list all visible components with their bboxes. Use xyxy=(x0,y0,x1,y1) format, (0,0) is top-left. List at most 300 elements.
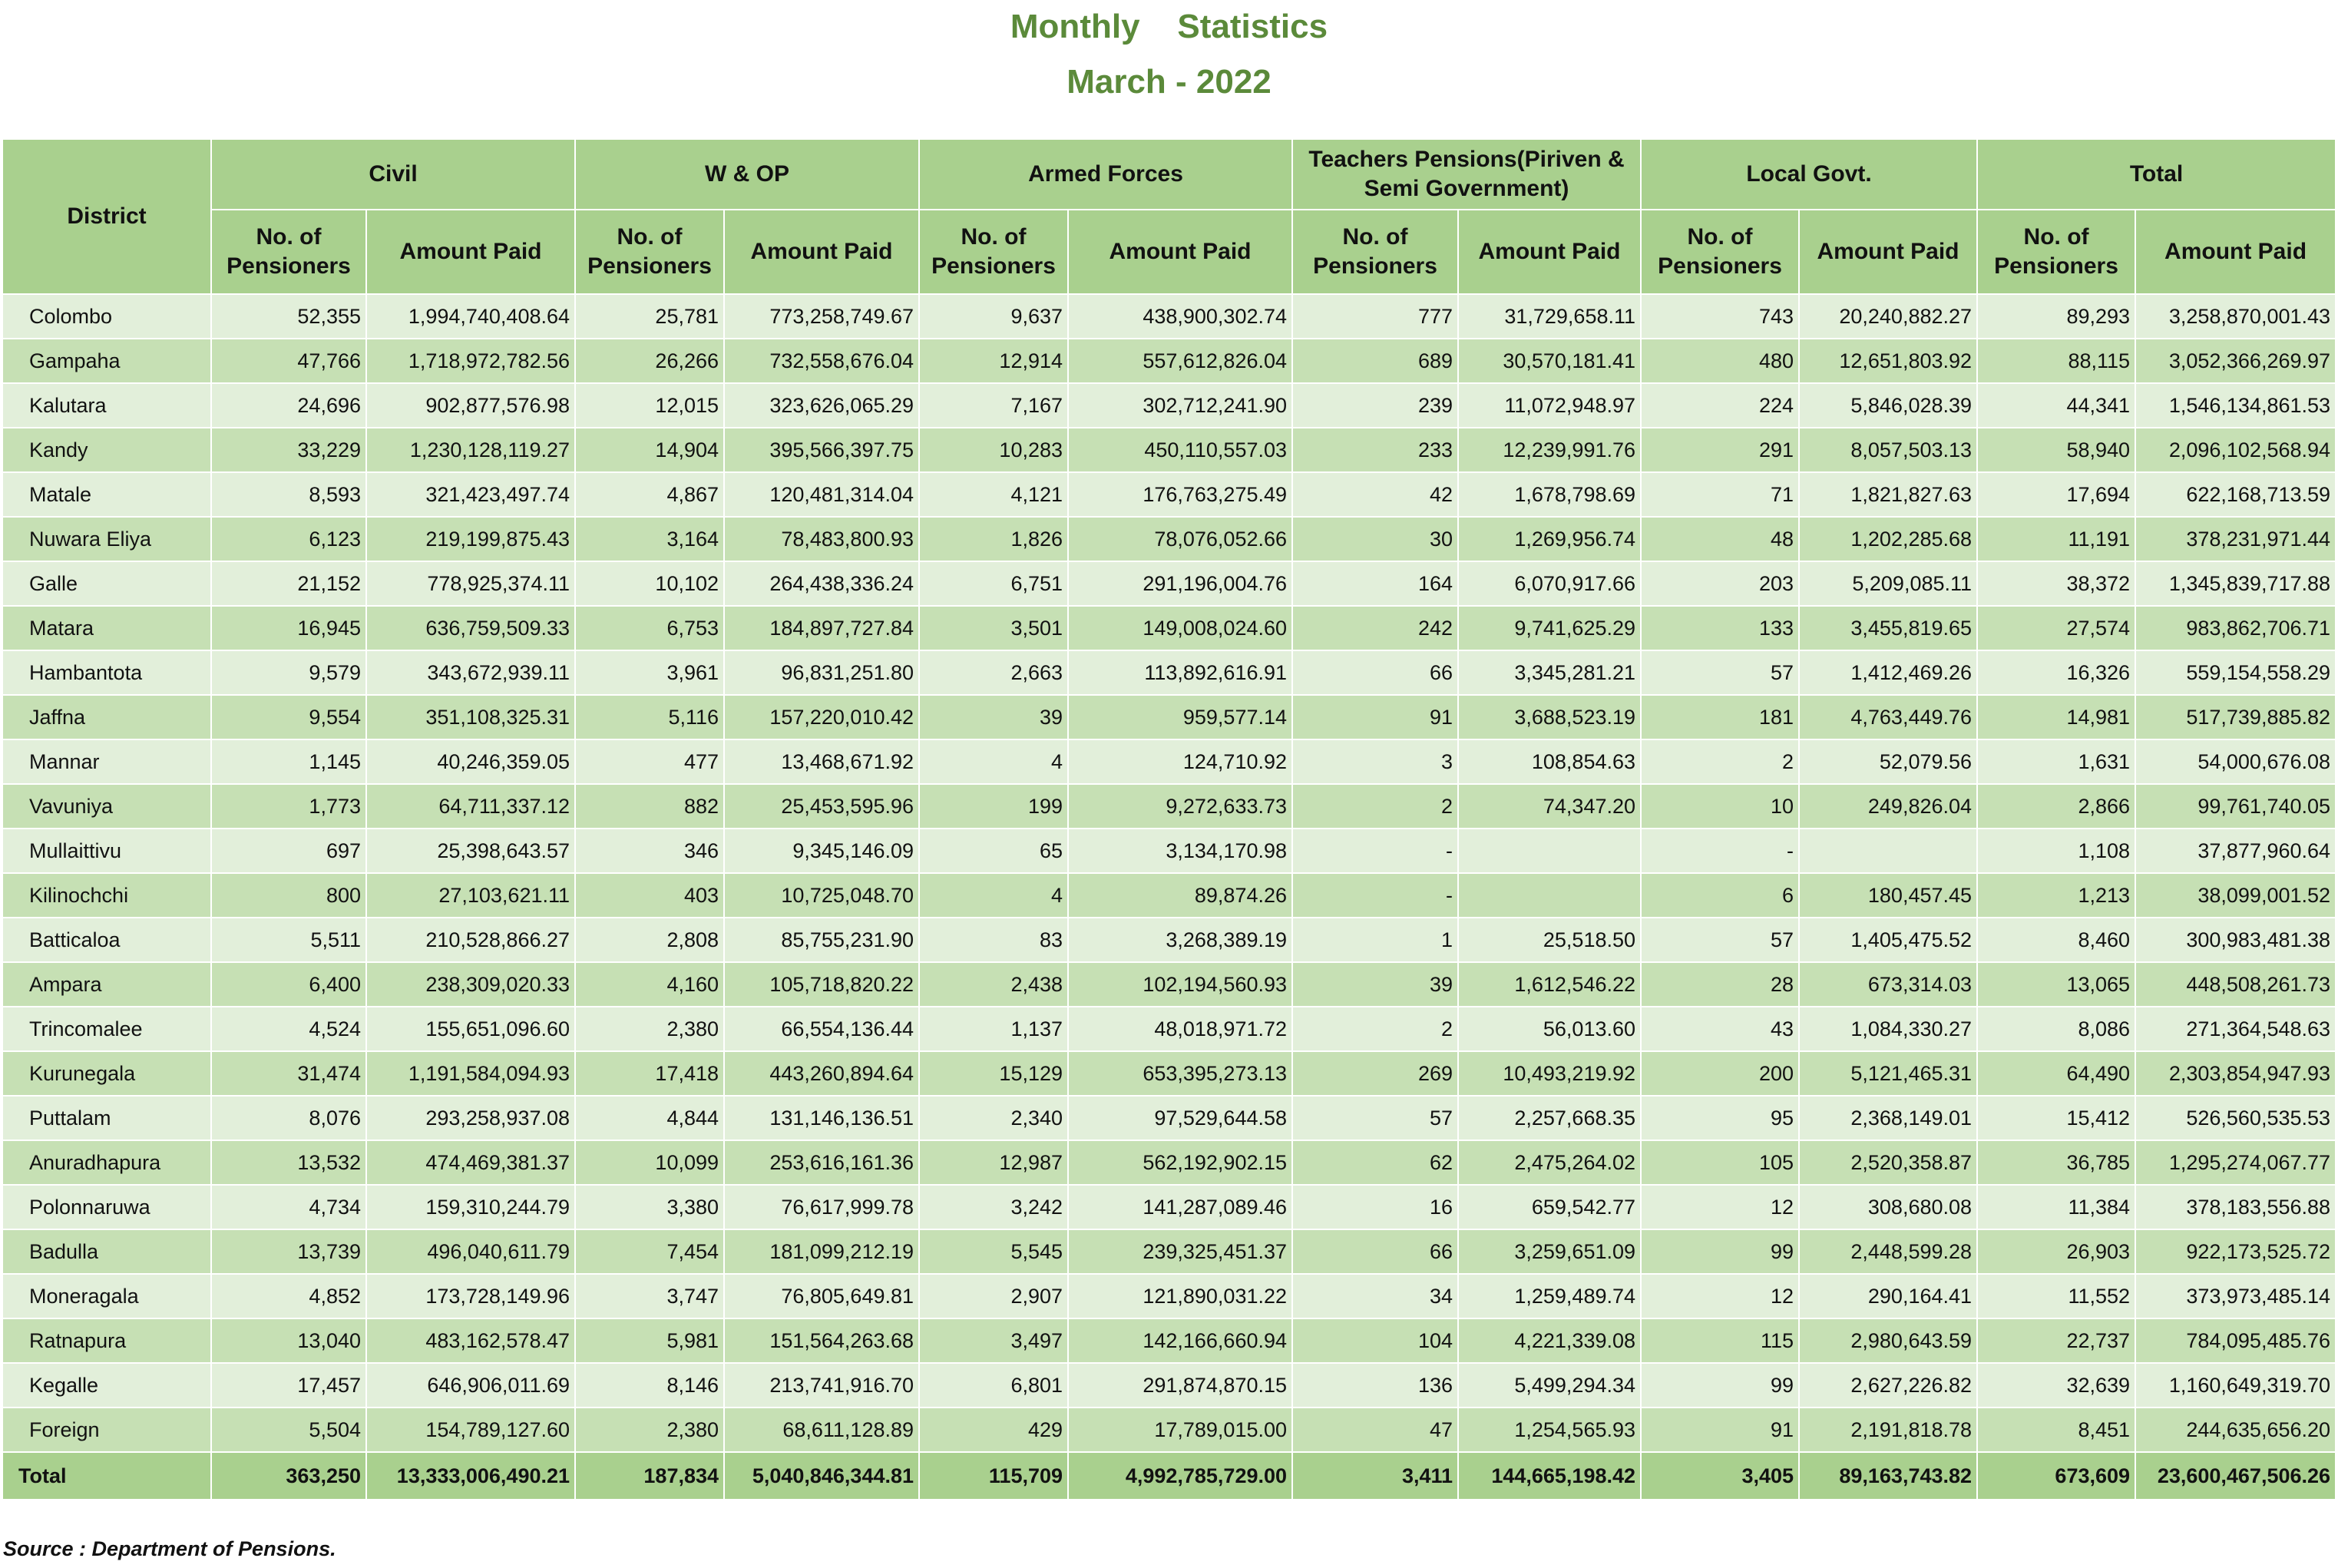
pensioner-count-cell: 12 xyxy=(1641,1274,1799,1318)
district-cell: Galle xyxy=(2,561,211,606)
pensioner-count-cell: 1,137 xyxy=(919,1007,1068,1051)
total-row xyxy=(2,1452,2336,1500)
pensioner-count-cell: 1 xyxy=(1292,918,1458,962)
amount-paid-cell: 351,108,325.31 xyxy=(366,695,575,739)
pensioner-count-cell: 99 xyxy=(1641,1229,1799,1274)
amount-paid-cell: 96,831,251.80 xyxy=(724,650,919,695)
amount-paid-cell: 1,718,972,782.56 xyxy=(366,339,575,383)
district-cell: Kalutara xyxy=(2,383,211,428)
amount-paid-cell: 450,110,557.03 xyxy=(1068,428,1292,472)
pensioner-count-cell: 4,160 xyxy=(575,962,724,1007)
pensioner-count-cell: 14,904 xyxy=(575,428,724,472)
pensioner-count-cell: 4,734 xyxy=(211,1185,366,1229)
district-cell: Gampaha xyxy=(2,339,211,383)
pensioner-count-cell: 17,418 xyxy=(575,1051,724,1096)
amount-paid-cell: 300,983,481.38 xyxy=(2135,918,2336,962)
pensioner-count-cell: 33,229 xyxy=(211,428,366,472)
pensioner-count-cell: 26,903 xyxy=(1977,1229,2135,1274)
amount-paid-cell: 3,455,819.65 xyxy=(1799,606,1977,650)
amount-paid-cell: 2,191,818.78 xyxy=(1799,1408,1977,1452)
district-cell: Foreign xyxy=(2,1408,211,1452)
pensioner-count-cell: 58,940 xyxy=(1977,428,2135,472)
pensioner-count-cell: 3,405 xyxy=(1641,1452,1799,1500)
amount-paid-cell: 264,438,336.24 xyxy=(724,561,919,606)
pensioner-count-cell: 5,511 xyxy=(211,918,366,962)
pensioner-count-cell: 743 xyxy=(1641,294,1799,339)
pensioner-count-cell: 39 xyxy=(919,695,1068,739)
amount-paid-cell: 5,121,465.31 xyxy=(1799,1051,1977,1096)
pensioner-count-cell: 136 xyxy=(1292,1363,1458,1408)
table-row xyxy=(2,1274,2336,1318)
amount-paid-cell: 40,246,359.05 xyxy=(366,739,575,784)
pensioner-count-cell: 181 xyxy=(1641,695,1799,739)
table-row xyxy=(2,1051,2336,1096)
amount-paid-cell: 89,874.26 xyxy=(1068,873,1292,918)
amount-paid-cell: 2,368,149.01 xyxy=(1799,1096,1977,1140)
district-cell: Puttalam xyxy=(2,1096,211,1140)
amount-paid-cell: 38,099,001.52 xyxy=(2135,873,2336,918)
amount-paid-cell: 13,468,671.92 xyxy=(724,739,919,784)
pensioner-count-cell: 1,145 xyxy=(211,739,366,784)
pensioner-count-cell: 1,773 xyxy=(211,784,366,829)
amount-paid-cell: 64,711,337.12 xyxy=(366,784,575,829)
amount-paid-cell: 85,755,231.90 xyxy=(724,918,919,962)
pensioner-count-cell: 1,213 xyxy=(1977,873,2135,918)
pensioner-count-cell: 480 xyxy=(1641,339,1799,383)
pensioner-count-cell: 3,164 xyxy=(575,517,724,561)
amount-paid-cell: 526,560,535.53 xyxy=(2135,1096,2336,1140)
amount-paid-cell: 4,763,449.76 xyxy=(1799,695,1977,739)
district-cell: Jaffna xyxy=(2,695,211,739)
table-row xyxy=(2,739,2336,784)
district-cell: Kegalle xyxy=(2,1363,211,1408)
pensioner-count-cell: 4,121 xyxy=(919,472,1068,517)
pensioner-count-cell: 4 xyxy=(919,873,1068,918)
pensioner-count-cell: 6,123 xyxy=(211,517,366,561)
amount-paid-cell: 1,994,740,408.64 xyxy=(366,294,575,339)
amount-paid-cell: 1,202,285.68 xyxy=(1799,517,1977,561)
amount-paid-cell: 9,272,633.73 xyxy=(1068,784,1292,829)
pensioner-count-cell: 697 xyxy=(211,829,366,873)
pensioner-count-cell: 91 xyxy=(1641,1408,1799,1452)
amount-paid-cell: 5,040,846,344.81 xyxy=(724,1452,919,1500)
amount-paid-cell: 983,862,706.71 xyxy=(2135,606,2336,650)
pensioner-count-cell: 5,545 xyxy=(919,1229,1068,1274)
pensioner-count-cell: 52,355 xyxy=(211,294,366,339)
pensioner-count-cell: 3,501 xyxy=(919,606,1068,650)
pensioner-count-cell: 200 xyxy=(1641,1051,1799,1096)
table-row xyxy=(2,561,2336,606)
header-district: District xyxy=(2,139,211,294)
amount-paid-cell: 3,052,366,269.97 xyxy=(2135,339,2336,383)
district-cell: Nuwara Eliya xyxy=(2,517,211,561)
header-no-of-pensioners: No. of Pensioners xyxy=(1977,210,2135,294)
district-cell: Total xyxy=(2,1452,211,1500)
amount-paid-cell: 1,678,798.69 xyxy=(1458,472,1641,517)
pensioner-count-cell: 22,737 xyxy=(1977,1318,2135,1363)
pensioner-count-cell: 12,914 xyxy=(919,339,1068,383)
amount-paid-cell: 30,570,181.41 xyxy=(1458,339,1641,383)
table-row xyxy=(2,829,2336,873)
pensioner-count-cell: 7,454 xyxy=(575,1229,724,1274)
amount-paid-cell: 1,084,330.27 xyxy=(1799,1007,1977,1051)
pensioner-count-cell: 7,167 xyxy=(919,383,1068,428)
pensioner-count-cell: 66 xyxy=(1292,650,1458,695)
district-cell: Colombo xyxy=(2,294,211,339)
pensioner-count-cell: 224 xyxy=(1641,383,1799,428)
pensioner-count-cell: 1,108 xyxy=(1977,829,2135,873)
amount-paid-cell: 3,258,870,001.43 xyxy=(2135,294,2336,339)
amount-paid-cell: 562,192,902.15 xyxy=(1068,1140,1292,1185)
pensioner-count-cell: 10,099 xyxy=(575,1140,724,1185)
pensioner-count-cell: 3 xyxy=(1292,739,1458,784)
amount-paid-cell: 732,558,676.04 xyxy=(724,339,919,383)
amount-paid-cell: 959,577.14 xyxy=(1068,695,1292,739)
amount-paid-cell: 784,095,485.76 xyxy=(2135,1318,2336,1363)
pensioner-count-cell: 291 xyxy=(1641,428,1799,472)
pensioner-count-cell: 800 xyxy=(211,873,366,918)
district-cell: Vavuniya xyxy=(2,784,211,829)
amount-paid-cell: 124,710.92 xyxy=(1068,739,1292,784)
amount-paid-cell: 10,493,219.92 xyxy=(1458,1051,1641,1096)
amount-paid-cell: 1,160,649,319.70 xyxy=(2135,1363,2336,1408)
header-no-of-pensioners: No. of Pensioners xyxy=(211,210,366,294)
district-cell: Kilinochchi xyxy=(2,873,211,918)
header-amount-paid: Amount Paid xyxy=(1068,210,1292,294)
amount-paid-cell: 142,166,660.94 xyxy=(1068,1318,1292,1363)
pensioner-count-cell: 11,191 xyxy=(1977,517,2135,561)
district-cell: Batticaloa xyxy=(2,918,211,962)
pensioner-count-cell: 91 xyxy=(1292,695,1458,739)
amount-paid-cell: 76,805,649.81 xyxy=(724,1274,919,1318)
amount-paid-cell: 323,626,065.29 xyxy=(724,383,919,428)
amount-paid-cell: 1,269,956.74 xyxy=(1458,517,1641,561)
amount-paid-cell: 121,890,031.22 xyxy=(1068,1274,1292,1318)
pensioner-count-cell: 4 xyxy=(919,739,1068,784)
table-row xyxy=(2,1096,2336,1140)
district-cell: Hambantota xyxy=(2,650,211,695)
amount-paid-cell: 3,268,389.19 xyxy=(1068,918,1292,962)
amount-paid-cell: 151,564,263.68 xyxy=(724,1318,919,1363)
table-row xyxy=(2,1007,2336,1051)
amount-paid-cell: 249,826.04 xyxy=(1799,784,1977,829)
amount-paid-cell: 559,154,558.29 xyxy=(2135,650,2336,695)
amount-paid-cell: 378,183,556.88 xyxy=(2135,1185,2336,1229)
header-group-civil: Civil xyxy=(211,139,575,210)
amount-paid-cell: 54,000,676.08 xyxy=(2135,739,2336,784)
pensioner-count-cell: 403 xyxy=(575,873,724,918)
pensioner-count-cell: 2 xyxy=(1641,739,1799,784)
pensioner-count-cell: 477 xyxy=(575,739,724,784)
amount-paid-cell: 25,453,595.96 xyxy=(724,784,919,829)
pensioner-count-cell: 28 xyxy=(1641,962,1799,1007)
header-no-of-pensioners: No. of Pensioners xyxy=(1641,210,1799,294)
table-body xyxy=(2,294,2336,1500)
pensioner-count-cell: 12 xyxy=(1641,1185,1799,1229)
table-row xyxy=(2,294,2336,339)
header-no-of-pensioners: No. of Pensioners xyxy=(575,210,724,294)
pensioner-count-cell: 16,945 xyxy=(211,606,366,650)
pensioner-count-cell: 36,785 xyxy=(1977,1140,2135,1185)
amount-paid-cell: 291,874,870.15 xyxy=(1068,1363,1292,1408)
district-cell: Matale xyxy=(2,472,211,517)
amount-paid-cell: 373,973,485.14 xyxy=(2135,1274,2336,1318)
pensioner-count-cell: 2,380 xyxy=(575,1007,724,1051)
amount-paid-cell: 105,718,820.22 xyxy=(724,962,919,1007)
pensioner-count-cell: 13,532 xyxy=(211,1140,366,1185)
amount-paid-cell: 9,345,146.09 xyxy=(724,829,919,873)
pensioner-count-cell: - xyxy=(1292,829,1458,873)
pensioner-count-cell: 5,504 xyxy=(211,1408,366,1452)
table-row xyxy=(2,1185,2336,1229)
amount-paid-cell: 1,230,128,119.27 xyxy=(366,428,575,472)
pensioner-count-cell: 429 xyxy=(919,1408,1068,1452)
amount-paid-cell: 4,221,339.08 xyxy=(1458,1318,1641,1363)
pensioner-count-cell: 2,808 xyxy=(575,918,724,962)
amount-paid-cell: 448,508,261.73 xyxy=(2135,962,2336,1007)
pensioner-count-cell: 3,497 xyxy=(919,1318,1068,1363)
district-cell: Kurunegala xyxy=(2,1051,211,1096)
pensioner-count-cell: 13,040 xyxy=(211,1318,366,1363)
district-cell: Ampara xyxy=(2,962,211,1007)
amount-paid-cell: 636,759,509.33 xyxy=(366,606,575,650)
amount-paid-cell: 155,651,096.60 xyxy=(366,1007,575,1051)
amount-paid-cell: 108,854.63 xyxy=(1458,739,1641,784)
pensioner-count-cell: - xyxy=(1292,873,1458,918)
amount-paid-cell: 159,310,244.79 xyxy=(366,1185,575,1229)
pensioner-count-cell: 1,631 xyxy=(1977,739,2135,784)
pensioner-count-cell: 8,076 xyxy=(211,1096,366,1140)
amount-paid-cell: 1,546,134,861.53 xyxy=(2135,383,2336,428)
table-row xyxy=(2,606,2336,650)
header-amount-paid: Amount Paid xyxy=(366,210,575,294)
amount-paid-cell: 443,260,894.64 xyxy=(724,1051,919,1096)
pensioner-count-cell: 2,866 xyxy=(1977,784,2135,829)
amount-paid-cell: 517,739,885.82 xyxy=(2135,695,2336,739)
amount-paid-cell: 11,072,948.97 xyxy=(1458,383,1641,428)
table-row xyxy=(2,472,2336,517)
amount-paid-cell: 902,877,576.98 xyxy=(366,383,575,428)
amount-paid-cell: 646,906,011.69 xyxy=(366,1363,575,1408)
amount-paid-cell: 20,240,882.27 xyxy=(1799,294,1977,339)
amount-paid-cell: 438,900,302.74 xyxy=(1068,294,1292,339)
amount-paid-cell: 12,239,991.76 xyxy=(1458,428,1641,472)
pensioner-count-cell: 16 xyxy=(1292,1185,1458,1229)
pensioner-count-cell: 15,412 xyxy=(1977,1096,2135,1140)
district-cell: Polonnaruwa xyxy=(2,1185,211,1229)
amount-paid-cell: 291,196,004.76 xyxy=(1068,561,1292,606)
amount-paid-cell: 1,295,274,067.77 xyxy=(2135,1140,2336,1185)
pensioner-count-cell: 66 xyxy=(1292,1229,1458,1274)
amount-paid-cell: 395,566,397.75 xyxy=(724,428,919,472)
pensioner-count-cell: 13,739 xyxy=(211,1229,366,1274)
pensioner-count-cell: 32,639 xyxy=(1977,1363,2135,1408)
pensioner-count-cell: 3,961 xyxy=(575,650,724,695)
amount-paid-cell: 673,314.03 xyxy=(1799,962,1977,1007)
pensioner-count-cell: 15,129 xyxy=(919,1051,1068,1096)
pensioner-count-cell: 9,579 xyxy=(211,650,366,695)
table-row xyxy=(2,339,2336,383)
amount-paid-cell: 2,257,668.35 xyxy=(1458,1096,1641,1140)
amount-paid-cell: 378,231,971.44 xyxy=(2135,517,2336,561)
amount-paid-cell: 622,168,713.59 xyxy=(2135,472,2336,517)
pensioner-count-cell: 47,766 xyxy=(211,339,366,383)
amount-paid-cell: 76,617,999.78 xyxy=(724,1185,919,1229)
amount-paid-cell: 2,980,643.59 xyxy=(1799,1318,1977,1363)
amount-paid-cell: 99,761,740.05 xyxy=(2135,784,2336,829)
pensioner-count-cell: 2,438 xyxy=(919,962,1068,1007)
pensioner-count-cell: 83 xyxy=(919,918,1068,962)
amount-paid-cell: 1,612,546.22 xyxy=(1458,962,1641,1007)
header-no-of-pensioners: No. of Pensioners xyxy=(1292,210,1458,294)
amount-paid-cell: 149,008,024.60 xyxy=(1068,606,1292,650)
pensioner-count-cell: 199 xyxy=(919,784,1068,829)
amount-paid-cell: 78,076,052.66 xyxy=(1068,517,1292,561)
amount-paid-cell: 653,395,273.13 xyxy=(1068,1051,1292,1096)
pensioner-count-cell: 21,152 xyxy=(211,561,366,606)
amount-paid-cell: 293,258,937.08 xyxy=(366,1096,575,1140)
pensioner-count-cell: 99 xyxy=(1641,1363,1799,1408)
amount-paid-cell: 244,635,656.20 xyxy=(2135,1408,2336,1452)
table-row xyxy=(2,695,2336,739)
pensioner-count-cell: 239 xyxy=(1292,383,1458,428)
amount-paid-cell: 2,448,599.28 xyxy=(1799,1229,1977,1274)
amount-paid-cell: 308,680.08 xyxy=(1799,1185,1977,1229)
pensioner-count-cell: 8,460 xyxy=(1977,918,2135,962)
pensioner-count-cell: 164 xyxy=(1292,561,1458,606)
pensioner-count-cell: 1,826 xyxy=(919,517,1068,561)
district-cell: Anuradhapura xyxy=(2,1140,211,1185)
amount-paid-cell: 23,600,467,506.26 xyxy=(2135,1452,2336,1500)
pensioner-count-cell: 64,490 xyxy=(1977,1051,2135,1096)
pensioner-count-cell: 2,380 xyxy=(575,1408,724,1452)
amount-paid-cell: 343,672,939.11 xyxy=(366,650,575,695)
amount-paid-cell: 474,469,381.37 xyxy=(366,1140,575,1185)
amount-paid-cell: 2,303,854,947.93 xyxy=(2135,1051,2336,1096)
pensioner-count-cell: 57 xyxy=(1641,650,1799,695)
pensioner-count-cell: 346 xyxy=(575,829,724,873)
district-cell: Mannar xyxy=(2,739,211,784)
amount-paid-cell: 238,309,020.33 xyxy=(366,962,575,1007)
pensioner-count-cell: 233 xyxy=(1292,428,1458,472)
amount-paid-cell: 180,457.45 xyxy=(1799,873,1977,918)
table-row xyxy=(2,383,2336,428)
pension-statistics-table xyxy=(2,138,2336,1500)
amount-paid-cell: 144,665,198.42 xyxy=(1458,1452,1641,1500)
pensioner-count-cell: 43 xyxy=(1641,1007,1799,1051)
pensioner-count-cell: 3,411 xyxy=(1292,1452,1458,1500)
pensioner-count-cell: 16,326 xyxy=(1977,650,2135,695)
pensioner-count-cell: 88,115 xyxy=(1977,339,2135,383)
amount-paid-cell: 74,347.20 xyxy=(1458,784,1641,829)
table-row xyxy=(2,873,2336,918)
amount-paid-cell: 1,191,584,094.93 xyxy=(366,1051,575,1096)
amount-paid-cell: 25,398,643.57 xyxy=(366,829,575,873)
header-group-wop: W & OP xyxy=(575,139,919,210)
pensioner-count-cell: - xyxy=(1641,829,1799,873)
pensioner-count-cell: 89,293 xyxy=(1977,294,2135,339)
header-group-total: Total xyxy=(1977,139,2336,210)
pensioner-count-cell: 105 xyxy=(1641,1140,1799,1185)
pensioner-count-cell: 3,380 xyxy=(575,1185,724,1229)
amount-paid-cell: 1,821,827.63 xyxy=(1799,472,1977,517)
table-row xyxy=(2,918,2336,962)
amount-paid-cell: 922,173,525.72 xyxy=(2135,1229,2336,1274)
pensioner-count-cell: 17,694 xyxy=(1977,472,2135,517)
amount-paid-cell: 184,897,727.84 xyxy=(724,606,919,650)
pensioner-count-cell: 42 xyxy=(1292,472,1458,517)
amount-paid-cell: 210,528,866.27 xyxy=(366,918,575,962)
district-cell: Matara xyxy=(2,606,211,650)
amount-paid-cell: 131,146,136.51 xyxy=(724,1096,919,1140)
pensioner-count-cell: 14,981 xyxy=(1977,695,2135,739)
amount-paid-cell: 141,287,089.46 xyxy=(1068,1185,1292,1229)
amount-paid-cell: 659,542.77 xyxy=(1458,1185,1641,1229)
pensioner-count-cell: 4,844 xyxy=(575,1096,724,1140)
table-row xyxy=(2,1140,2336,1185)
amount-paid-cell: 56,013.60 xyxy=(1458,1007,1641,1051)
pensioner-count-cell: 3,242 xyxy=(919,1185,1068,1229)
pensioner-count-cell: 44,341 xyxy=(1977,383,2135,428)
table-row xyxy=(2,1229,2336,1274)
pensioner-count-cell: 363,250 xyxy=(211,1452,366,1500)
pensioner-count-cell: 133 xyxy=(1641,606,1799,650)
page-subtitle: March - 2022 xyxy=(1066,63,1272,101)
pensioner-count-cell: 777 xyxy=(1292,294,1458,339)
pensioner-count-cell: 57 xyxy=(1292,1096,1458,1140)
pensioner-count-cell: 187,834 xyxy=(575,1452,724,1500)
pensioner-count-cell: 10,102 xyxy=(575,561,724,606)
amount-paid-cell: 3,345,281.21 xyxy=(1458,650,1641,695)
pensioner-count-cell: 2,907 xyxy=(919,1274,1068,1318)
pensioner-count-cell: 2 xyxy=(1292,1007,1458,1051)
district-cell: Moneragala xyxy=(2,1274,211,1318)
table-row xyxy=(2,650,2336,695)
amount-paid-cell: 176,763,275.49 xyxy=(1068,472,1292,517)
amount-paid-cell: 3,259,651.09 xyxy=(1458,1229,1641,1274)
amount-paid-cell: 496,040,611.79 xyxy=(366,1229,575,1274)
pensioner-count-cell: 48 xyxy=(1641,517,1799,561)
amount-paid-cell: 97,529,644.58 xyxy=(1068,1096,1292,1140)
header-amount-paid: Amount Paid xyxy=(2135,210,2336,294)
pensioner-count-cell: 25,781 xyxy=(575,294,724,339)
amount-paid-cell xyxy=(1799,829,1977,873)
pensioner-count-cell: 673,609 xyxy=(1977,1452,2135,1500)
header-no-of-pensioners: No. of Pensioners xyxy=(919,210,1068,294)
pensioner-count-cell: 6,753 xyxy=(575,606,724,650)
pensioner-count-cell: 6,751 xyxy=(919,561,1068,606)
header-group-armed-forces: Armed Forces xyxy=(919,139,1292,210)
pensioner-count-cell: 6 xyxy=(1641,873,1799,918)
amount-paid-cell: 1,345,839,717.88 xyxy=(2135,561,2336,606)
pensioner-count-cell: 689 xyxy=(1292,339,1458,383)
pensioner-count-cell: 10,283 xyxy=(919,428,1068,472)
header-group-teachers: Teachers Pensions(Piriven & Semi Government) xyxy=(1292,139,1641,210)
pensioner-count-cell: 4,867 xyxy=(575,472,724,517)
amount-paid-cell: 321,423,497.74 xyxy=(366,472,575,517)
source-note: Source : Department of Pensions. xyxy=(3,1537,336,1560)
amount-paid-cell: 483,162,578.47 xyxy=(366,1318,575,1363)
pensioner-count-cell: 6,400 xyxy=(211,962,366,1007)
pensioner-count-cell: 2 xyxy=(1292,784,1458,829)
amount-paid-cell: 1,259,489.74 xyxy=(1458,1274,1641,1318)
pensioner-count-cell: 4,524 xyxy=(211,1007,366,1051)
amount-paid-cell: 120,481,314.04 xyxy=(724,472,919,517)
pensioner-count-cell: 65 xyxy=(919,829,1068,873)
pensioner-count-cell: 10 xyxy=(1641,784,1799,829)
pensioner-count-cell: 13,065 xyxy=(1977,962,2135,1007)
amount-paid-cell: 239,325,451.37 xyxy=(1068,1229,1292,1274)
